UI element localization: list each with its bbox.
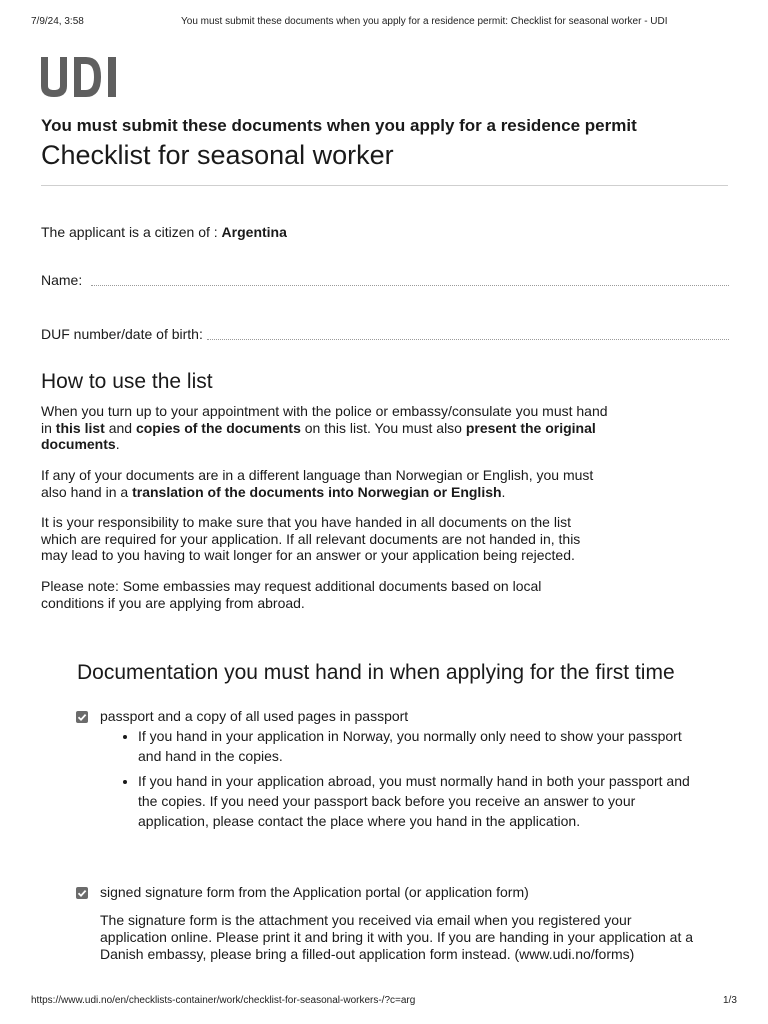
passport-bullet-list [120,726,698,836]
how-to-paragraph-1: When you turn up to your appointment with the police or embassy/consulate you must hand in this list and copies of the documents on this list. You must also present the original documents. [41,403,608,452]
citizen-value: Argentina [221,224,287,240]
how-to-paragraph-3: It is your responsibility to make sure that you have handed in all documents on the list which are required for your application. If all relevant documents are not handed in, this may lead to you having to wait longer for an answer or your application being rejected. [41,514,581,563]
passport-item-label: passport and a copy of all used pages in passport [100,708,409,724]
print-url: https://www.udi.no/en/checklists-container/work/checklist-for-seasonal-workers-/?c=arg [31,995,416,1006]
duf-label: DUF number/date of birth: [41,326,203,342]
name-label: Name: [41,272,83,288]
page-title: Checklist for seasonal worker [41,140,394,170]
how-to-heading: How to use the list [41,370,213,393]
citizen-line [41,224,287,240]
signature-form-description: The signature form is the attachment you received via email when you registered your application online. Please print it and bring it with you. If you are handing in your application at a Danish embassy, please bring a filled-out application form instead. (www.udi.no/forms) [100,912,694,962]
print-date: 7/9/24, 3:58 [31,16,84,27]
page-number: 1/3 [723,995,737,1006]
udi-logo[interactable] [41,57,123,97]
citizen-label: The applicant is a citizen of : [41,224,222,240]
signature-form-item-label: signed signature form from the Application portal (or application form) [100,884,529,900]
documentation-heading: Documentation you must hand in when applying for the first time [77,661,675,684]
passport-checkbox[interactable] [76,711,88,723]
check-icon [76,711,88,723]
title-divider [41,185,728,186]
list-item: • If you hand in your application abroad, you must normally hand in both your passport and the copies. If you need your passport back before you receive an answer to your application, please contact the place where you hand in the application. [138,771,698,831]
print-page-title: You must submit these documents when you apply for a residence permit: Checklist for seasonal worker - UDI [181,16,668,27]
name-field-line [91,285,729,286]
subheading: You must submit these documents when you apply for a residence permit [41,116,637,135]
list-item: • If you hand in your application in Norway, you normally only need to show your passport and hand in the copies. [138,726,698,766]
how-to-paragraph-4: Please note: Some embassies may request additional documents based on local conditions if you are applying from abroad. [41,578,542,611]
duf-field-line [207,339,729,340]
how-to-paragraph-2: If any of your documents are in a different language than Norwegian or English, you must also hand in a translation of the documents into Norwegian or English. [41,467,594,500]
check-icon [76,887,88,899]
signature-form-checkbox[interactable] [76,887,88,899]
